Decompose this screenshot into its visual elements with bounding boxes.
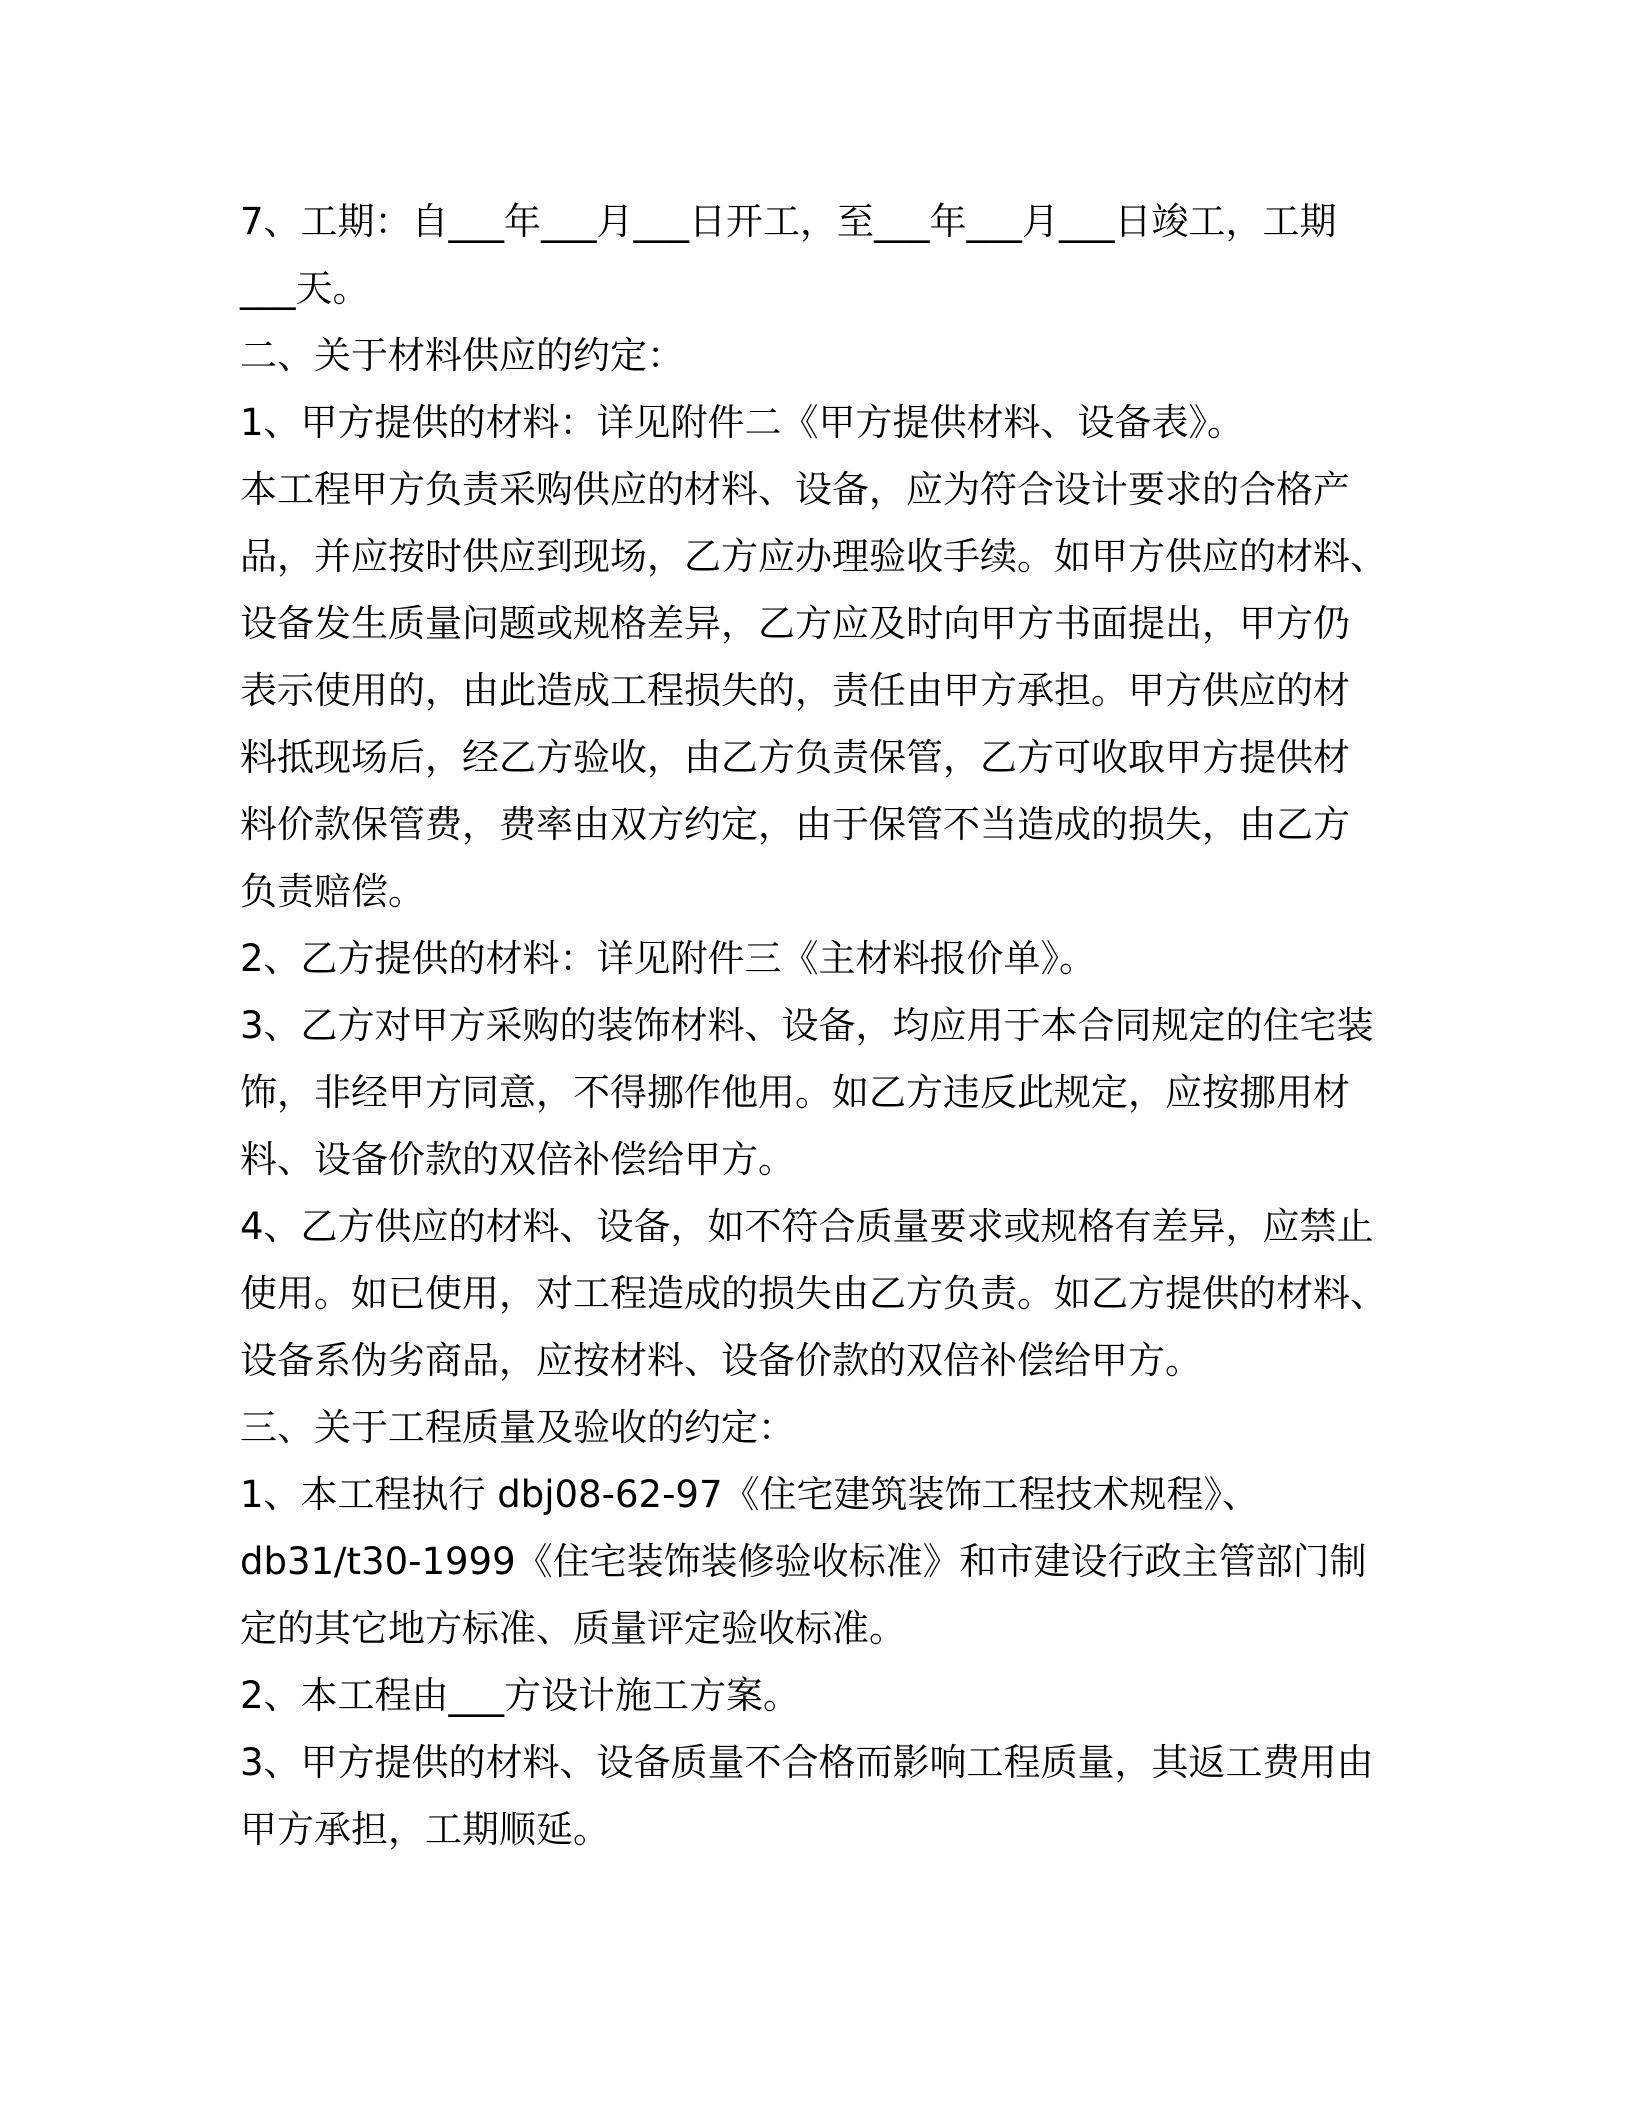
text-line: 4、乙方供应的材料、设备，如不符合质量要求或规格有差异，应禁止 — [240, 1205, 1374, 1248]
text-line: 甲方承担，工期顺延。 — [240, 1808, 610, 1851]
section-heading: 三、关于工程质量及验收的约定： — [240, 1406, 795, 1449]
text-line: 3、甲方提供的材料、设备质量不合格而影响工程质量，其返工费用由 — [240, 1741, 1374, 1784]
text-line: 本工程甲方负责采购供应的材料、设备，应为符合设计要求的合格产 — [240, 468, 1350, 511]
text-line: ___天。 — [240, 267, 370, 310]
text-line: 表示使用的，由此造成工程损失的，责任由甲方承担。甲方供应的材 — [240, 669, 1350, 712]
text-line: 2、乙方提供的材料：详见附件三《主材料报价单》。 — [240, 937, 1097, 980]
text-line: 料价款保管费，费率由双方约定，由于保管不当造成的损失，由乙方 — [240, 803, 1350, 846]
text-line: db31/t30-1999《住宅装饰装修验收标准》和市建设行政主管部门制 — [240, 1540, 1367, 1583]
text-line: 7、工期：自___年___月___日开工，至___年___月___日竣工，工期 — [240, 200, 1337, 243]
text-line: 设备系伪劣商品，应按材料、设备价款的双倍补偿给甲方。 — [240, 1339, 1202, 1382]
section-heading: 二、关于材料供应的约定： — [240, 334, 684, 377]
text-line: 2、本工程由___方设计施工方案。 — [240, 1674, 801, 1717]
text-line: 负责赔偿。 — [240, 870, 425, 913]
text-line: 定的其它地方标准、质量评定验收标准。 — [240, 1607, 906, 1650]
text-line: 设备发生质量问题或规格差异，乙方应及时向甲方书面提出，甲方仍 — [240, 602, 1350, 645]
text-line: 使用。如已使用，对工程造成的损失由乙方负责。如乙方提供的材料、 — [240, 1272, 1387, 1315]
document-body — [240, 188, 1385, 1863]
text-line: 品，并应按时供应到现场，乙方应办理验收手续。如甲方供应的材料、 — [240, 535, 1387, 578]
text-line: 1、甲方提供的材料：详见附件二《甲方提供材料、设备表》。 — [240, 401, 1245, 444]
text-line: 料抵现场后，经乙方验收，由乙方负责保管，乙方可收取甲方提供材 — [240, 736, 1350, 779]
text-line: 3、乙方对甲方采购的装饰材料、设备，均应用于本合同规定的住宅装 — [240, 1004, 1374, 1047]
text-line: 1、本工程执行 dbj08-62-97《住宅建筑装饰工程技术规程》、 — [240, 1473, 1259, 1516]
text-line: 饰，非经甲方同意，不得挪作他用。如乙方违反此规定，应按挪用材 — [240, 1071, 1350, 1114]
text-line: 料、设备价款的双倍补偿给甲方。 — [240, 1138, 795, 1181]
